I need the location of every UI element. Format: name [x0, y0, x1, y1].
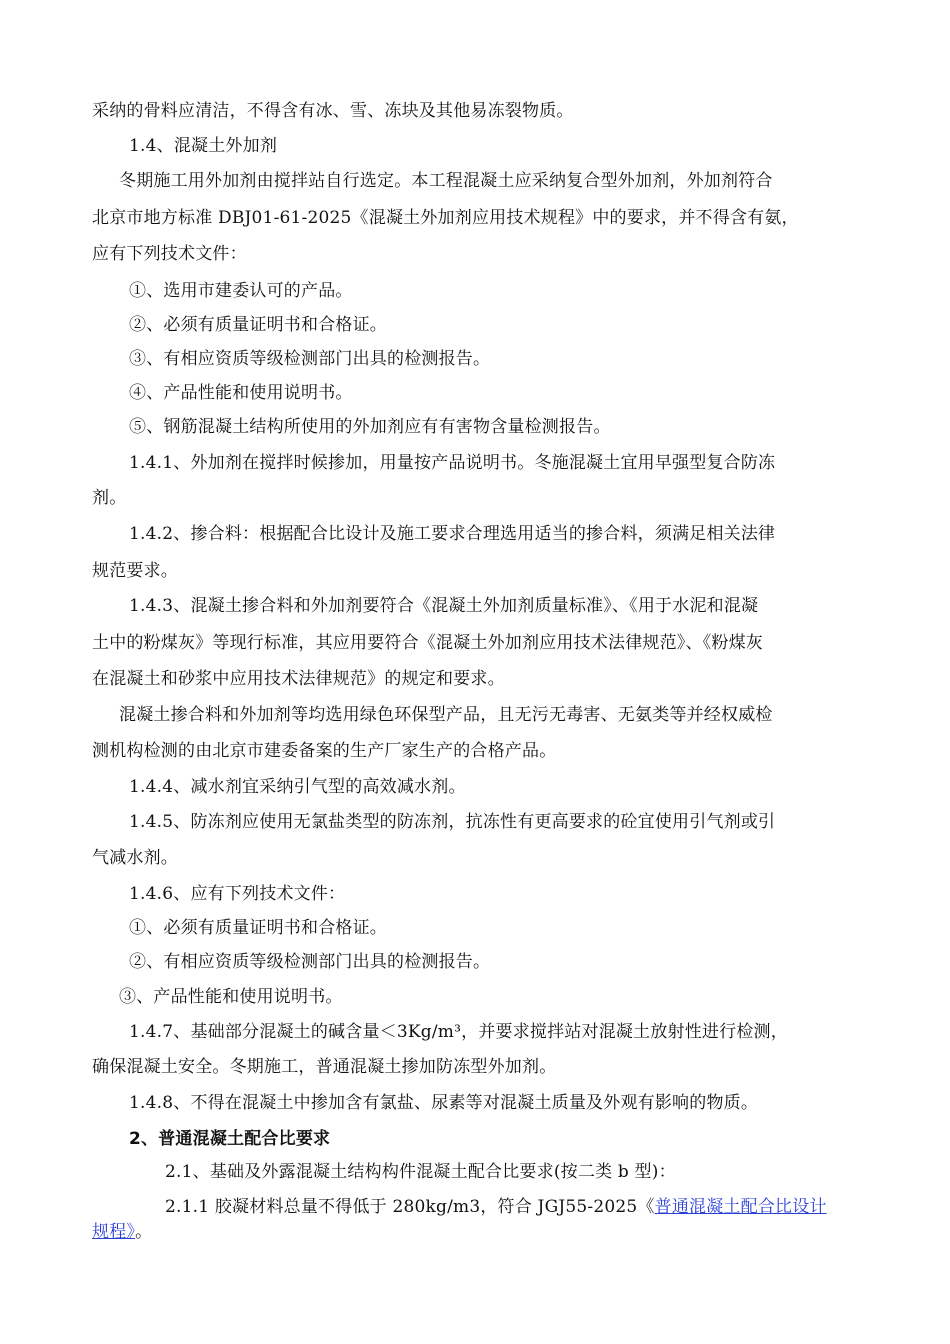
text-span: 2.1.1 胶凝材料总量不得低于 280kg/m3，符合 JGJ55-2025《 — [165, 1197, 655, 1217]
section-heading: 1.4、混凝土外加剂 — [129, 136, 278, 156]
text-line: 1.4.5、防冻剂应使用无氯盐类型的防冻剂，抗冻性有更高要求的砼宜使用引气剂或引 — [129, 812, 776, 832]
list-item: ⑤、钢筋混凝土结构所使用的外加剂应有有害物含量检测报告。 — [129, 417, 611, 437]
list-item: ③、有相应资质等级检测部门出具的检测报告。 — [129, 349, 491, 369]
list-item: ①、必须有质量证明书和合格证。 — [129, 918, 387, 938]
text-line: 2.1、基础及外露混凝土结构构件混凝土配合比要求(按二类 b 型)： — [165, 1162, 676, 1182]
standard-link-continued[interactable]: 规程》 — [92, 1222, 136, 1242]
text-line: 规范要求。 — [92, 561, 178, 581]
text-line: 1.4.4、减水剂宜采纳引气型的高效减水剂。 — [129, 777, 466, 797]
list-item: ②、必须有质量证明书和合格证。 — [129, 315, 387, 335]
text-line: 应有下列技术文件： — [92, 244, 247, 264]
list-item: ④、产品性能和使用说明书。 — [129, 383, 353, 403]
text-line: 确保混凝土安全。冬期施工，普通混凝土掺加防冻型外加剂。 — [92, 1057, 557, 1077]
text-line: 1.4.8、不得在混凝土中掺加含有氯盐、尿素等对混凝土质量及外观有影响的物质。 — [129, 1093, 759, 1113]
text-line: 1.4.6、应有下列技术文件： — [129, 884, 346, 904]
list-item: ③、产品性能和使用说明书。 — [119, 987, 343, 1007]
text-line: 1.4.7、基础部分混凝土的碱含量＜3Kg/m³，并要求搅拌站对混凝土放射性进行检测， — [129, 1022, 788, 1042]
standard-link[interactable]: 普通混凝土配合比设计 — [654, 1197, 827, 1217]
text-line: 剂。 — [92, 488, 127, 508]
text-line: 气减水剂。 — [92, 848, 178, 868]
text-line: 北京市地方标准 DBJ01-61-2025《混凝土外加剂应用技术规程》中的要求，并不得含有氨， — [92, 208, 799, 228]
text-line: 1.4.2、掺合料：根据配合比设计及施工要求合理选用适当的掺合料，须满足相关法律 — [129, 524, 776, 544]
text-line: 在混凝土和砂浆中应用技术法律规范》的规定和要求。 — [92, 669, 505, 689]
text-line — [92, 1221, 152, 1243]
text-span: 。 — [135, 1222, 153, 1242]
text-line: 1.4.1、外加剂在搅拌时候掺加，用量按产品说明书。冬施混凝土宜用早强型复合防冻 — [129, 453, 776, 473]
text-line: 混凝土掺合料和外加剂等均选用绿色环保型产品，且无污无毒害、无氨类等并经权威检 — [119, 705, 773, 725]
text-line: 1.4.3、混凝土掺合料和外加剂要符合《混凝土外加剂质量标准》、《用于水泥和混凝 — [129, 596, 759, 616]
list-item: ②、有相应资质等级检测部门出具的检测报告。 — [129, 952, 491, 972]
text-line: 采纳的骨料应清洁，不得含有冰、雪、冻块及其他易冻裂物质。 — [92, 101, 574, 121]
text-line: 测机构检测的由北京市建委备案的生产厂家生产的合格产品。 — [92, 741, 557, 761]
text-line — [165, 1196, 827, 1218]
text-line: 冬期施工用外加剂由搅拌站自行选定。本工程混凝土应采纳复合型外加剂，外加剂符合 — [119, 171, 773, 191]
list-item: ①、选用市建委认可的产品。 — [129, 281, 353, 301]
text-line: 土中的粉煤灰》等现行标准，其应用要符合《混凝土外加剂应用技术法律规范》、《粉煤灰 — [92, 633, 763, 653]
section-heading: 2、普通混凝土配合比要求 — [129, 1129, 331, 1149]
